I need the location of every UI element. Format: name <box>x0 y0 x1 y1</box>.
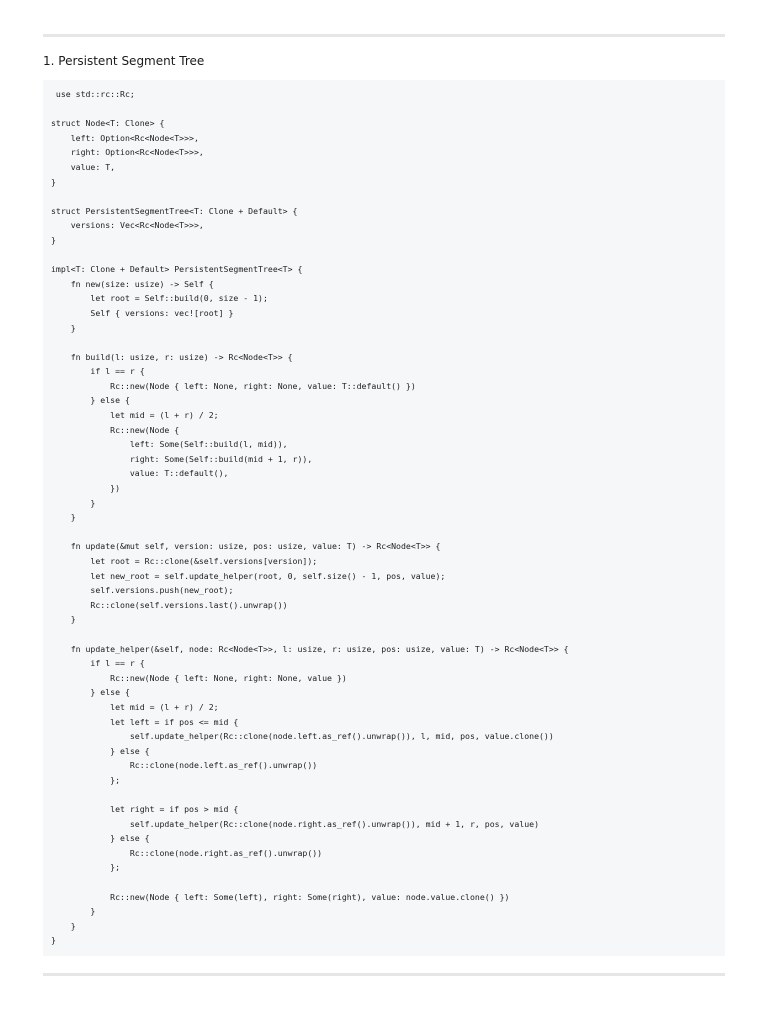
code-line <box>51 102 725 117</box>
code-line: Rc::new(Node { left: Some(left), right: Some(right), value: node.value.clone() }) <box>51 891 510 902</box>
code-line: impl<T: Clone + Default> PersistentSegmentTree<T> { <box>51 264 303 275</box>
code-line: left: Some(Self::build(l, mid)), <box>51 439 288 450</box>
code-line: fn update(&mut self, version: usize, pos: usize, value: T) -> Rc<Node<T>> { <box>51 541 441 552</box>
code-line: Rc::clone(self.versions.last().unwrap()) <box>51 599 288 610</box>
code-line: let right = if pos > mid { <box>51 804 239 815</box>
top-divider <box>43 34 725 37</box>
code-line: Rc::clone(node.right.as_ref().unwrap()) <box>51 847 323 858</box>
code-line: } else { <box>51 687 130 698</box>
code-line <box>51 875 725 890</box>
code-line: } <box>51 935 56 946</box>
code-line: right: Option<Rc<Node<T>>>, <box>51 147 204 158</box>
code-line: } <box>51 614 76 625</box>
code-line <box>51 335 725 350</box>
section-title: 1. Persistent Segment Tree <box>43 54 205 68</box>
code-line: Self { versions: vec![root] } <box>51 307 234 318</box>
code-line: if l == r { <box>51 366 145 377</box>
code-line: fn build(l: usize, r: usize) -> Rc<Node<T>> { <box>51 351 293 362</box>
code-line: let mid = (l + r) / 2; <box>51 410 219 421</box>
code-line: self.versions.push(new_root); <box>51 585 234 596</box>
code-line: right: Some(Self::build(mid + 1, r)), <box>51 453 313 464</box>
code-line: }) <box>51 483 121 494</box>
code-line: } else { <box>51 745 150 756</box>
code-line: } <box>51 322 76 333</box>
code-line: struct PersistentSegmentTree<T: Clone + Default> { <box>51 205 298 216</box>
code-line: let root = Self::build(0, size - 1); <box>51 293 268 304</box>
code-line: Rc::new(Node { left: None, right: None, value }) <box>51 672 347 683</box>
code-line: Rc::clone(node.left.as_ref().unwrap()) <box>51 760 318 771</box>
code-line: } <box>51 176 56 187</box>
code-line <box>51 189 725 204</box>
code-line: use std::rc::Rc; <box>51 89 135 99</box>
code-line: self.update_helper(Rc::clone(node.left.as_ref().unwrap()), l, mid, pos, value.clone()) <box>51 731 554 742</box>
code-line: value: T, <box>51 161 116 172</box>
code-line: versions: Vec<Rc<Node<T>>>, <box>51 220 204 231</box>
code-line: } else { <box>51 833 150 844</box>
code-line: struct Node<T: Clone> { <box>51 118 165 129</box>
code-line: } <box>51 920 76 931</box>
code-line <box>51 248 725 263</box>
code-block <box>43 80 725 956</box>
code-line <box>51 788 725 803</box>
code-line: let new_root = self.update_helper(root, 0, self.size() - 1, pos, value); <box>51 570 446 581</box>
code-line: fn update_helper(&self, node: Rc<Node<T>>, l: usize, r: usize, pos: usize, value: T) -> Rc<Node<T>> { <box>51 643 569 654</box>
code-line: } <box>51 906 96 917</box>
code-line: let left = if pos <= mid { <box>51 716 239 727</box>
code-line: let root = Rc::clone(&self.versions[version]); <box>51 556 318 566</box>
code-line <box>51 627 725 642</box>
bottom-divider <box>43 973 725 976</box>
code-line: let mid = (l + r) / 2; <box>51 701 219 712</box>
code-line: Rc::new(Node { <box>51 424 180 435</box>
code-lines <box>51 87 725 948</box>
code-line: if l == r { <box>51 658 145 669</box>
code-line: } <box>51 497 96 508</box>
code-line: value: T::default(), <box>51 468 229 479</box>
code-line: Rc::new(Node { left: None, right: None, value: T::default() }) <box>51 380 416 391</box>
code-line: }; <box>51 774 121 785</box>
code-line: fn new(size: usize) -> Self { <box>51 278 214 289</box>
code-line: } else { <box>51 395 130 406</box>
code-line <box>51 525 725 540</box>
code-line: left: Option<Rc<Node<T>>>, <box>51 132 199 143</box>
code-line: }; <box>51 862 121 873</box>
code-line: self.update_helper(Rc::clone(node.right.as_ref().unwrap()), mid + 1, r, pos, value) <box>51 818 539 829</box>
code-line: } <box>51 234 56 245</box>
code-line: } <box>51 512 76 523</box>
